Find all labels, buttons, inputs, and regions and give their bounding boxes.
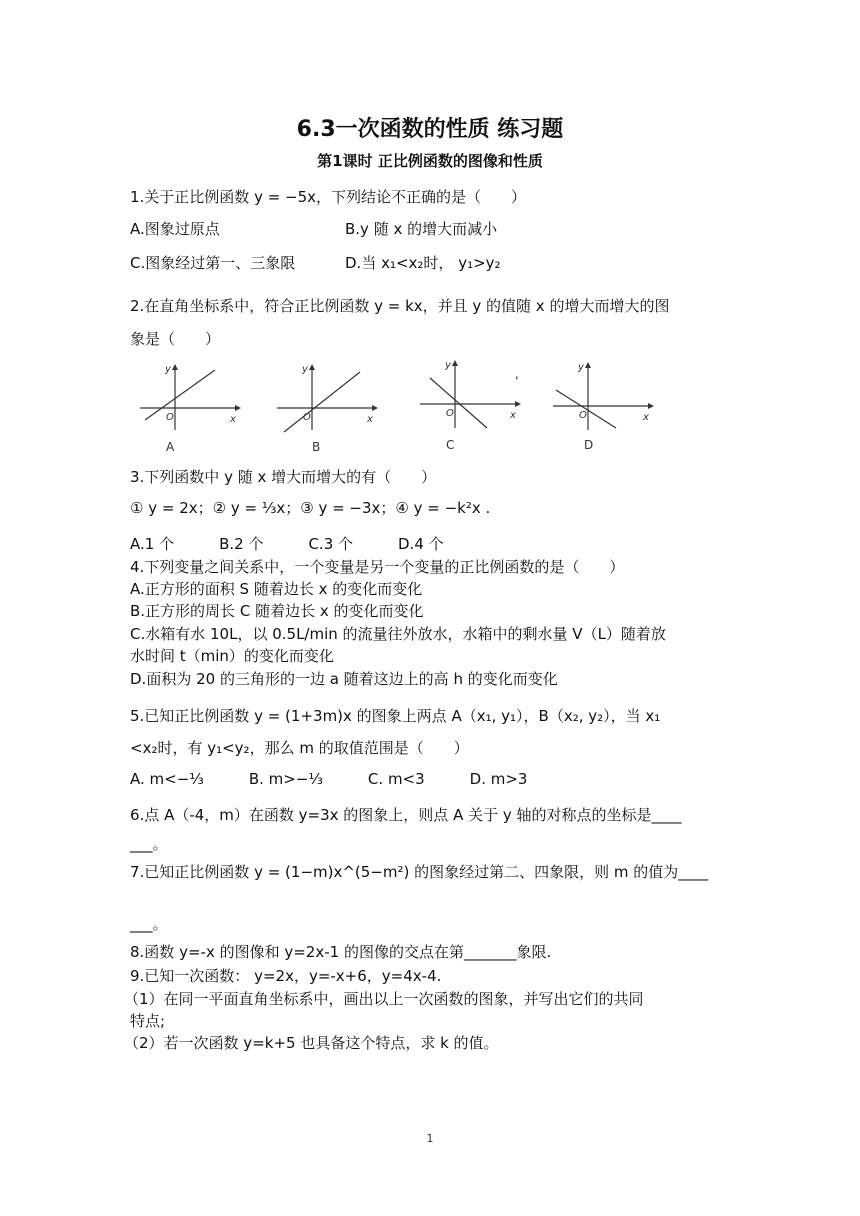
graph-option-d xyxy=(548,358,658,433)
question-5-options: A. m<−⅓ B. m>−⅓ C. m<3 D. m>3 xyxy=(130,770,528,788)
q4-option-c-line2: 水时间 t（min）的变化而变化 xyxy=(130,647,334,665)
question-9-part1-line1: （1）在同一平面直角坐标系中，画出以上一次函数的图象，并写出它们的共同 xyxy=(124,990,644,1008)
caption-c: C xyxy=(446,438,455,452)
x-axis-label: x xyxy=(230,414,236,425)
q4-option-a: A.正方形的面积 S 随着边长 x 的变化而变化 xyxy=(130,580,423,598)
graph-option-b xyxy=(272,360,382,435)
question-2-line1: 2.在直角坐标系中，符合正比例函数 y = kx，并且 y 的值随 x 的增大而增大的图 xyxy=(130,297,670,315)
y-axis-label: y xyxy=(578,362,584,373)
caption-d: D xyxy=(584,438,594,452)
y-axis-label: y xyxy=(165,364,171,375)
y-axis-label: y xyxy=(302,364,308,375)
line-graph-b xyxy=(284,372,360,432)
x-axis-label: x xyxy=(367,414,373,425)
page-number: 1 xyxy=(426,1132,434,1145)
origin-label: O xyxy=(166,412,174,423)
q1-option-d: D.当 x₁<x₂时， y₁>y₂ xyxy=(345,254,501,272)
question-5-line2: <x₂时，有 y₁<y₂，那么 m 的取值范围是（ ） xyxy=(130,739,469,757)
question-3: 3.下列函数中 y 随 x 增大而增大的有（ ） xyxy=(130,468,437,486)
question-7-line1: 7.已知正比例函数 y = (1−m)x^(5−m²) 的图象经过第二、四象限，则 m 的值为____ xyxy=(130,863,709,881)
origin-label: O xyxy=(579,410,587,421)
question-7-line2: ___。 xyxy=(130,915,168,933)
section-subtitle: 第1课时 正比例函数的图像和性质 xyxy=(317,152,543,170)
page-title: 6.3一次函数的性质 练习题 xyxy=(296,117,564,142)
x-axis-label: x xyxy=(643,412,649,423)
q4-option-b: B.正方形的周长 C 随着边长 x 的变化而变化 xyxy=(130,602,424,620)
question-1: 1.关于正比例函数 y = −5x，下列结论不正确的是（ ） xyxy=(130,188,527,206)
line-graph-a xyxy=(145,370,215,420)
question-9-part2: （2）若一次函数 y=k+5 也具备这个特点，求 k 的值。 xyxy=(124,1034,499,1052)
line-graph-c xyxy=(430,378,487,428)
x-axis-label: x xyxy=(510,410,516,421)
question-5-line1: 5.已知正比例函数 y = (1+3m)x 的图象上两点 A（x₁, y₁），B（x₂, y₂），当 x₁ xyxy=(130,707,661,725)
question-6-line2: ___。 xyxy=(130,835,168,853)
question-6-line1: 6.点 A（-4，m）在函数 y=3x 的图象上，则点 A 关于 y 轴的对称点的坐标是____ xyxy=(130,806,682,824)
question-8: 8.函数 y=-x 的图像和 y=2x-1 的图像的交点在第_______象限. xyxy=(130,943,552,961)
svg-text:,: , xyxy=(515,367,519,381)
question-2-line2: 象是（ ） xyxy=(130,330,221,348)
question-3-options: A.1 个 B.2 个 C.3 个 D.4 个 xyxy=(130,535,444,553)
origin-label: O xyxy=(446,408,454,419)
q4-option-d: D.面积为 20 的三角形的一边 a 随着这边上的高 h 的变化而变化 xyxy=(130,670,558,688)
question-9: 9.已知一次函数： y=2x，y=-x+6，y=4x-4. xyxy=(130,967,442,985)
caption-a: A xyxy=(166,440,175,454)
question-9-part1-line2: 特点; xyxy=(130,1012,166,1030)
line-graph-d xyxy=(556,390,616,428)
graph-option-a xyxy=(135,360,245,435)
caption-b: B xyxy=(312,440,321,454)
graph-option-c xyxy=(415,356,525,431)
y-axis-label: y xyxy=(445,360,451,371)
q4-option-c-line1: C.水箱有水 10L，以 0.5L/min 的流量往外放水，水箱中的剩水量 V（L）随着放 xyxy=(130,625,666,643)
question-3-functions: ① y = 2x；② y = ⅓x；③ y = −3x；④ y = −k²x . xyxy=(130,499,491,517)
question-4: 4.下列变量之间关系中，一个变量是另一个变量的正比例函数的是（ ） xyxy=(130,558,625,576)
q1-option-c: C.图象经过第一、三象限 xyxy=(130,254,296,272)
q1-option-a: A.图象过原点 xyxy=(130,220,220,238)
origin-label: O xyxy=(303,412,311,423)
q1-option-b: B.y 随 x 的增大而减小 xyxy=(345,220,498,238)
